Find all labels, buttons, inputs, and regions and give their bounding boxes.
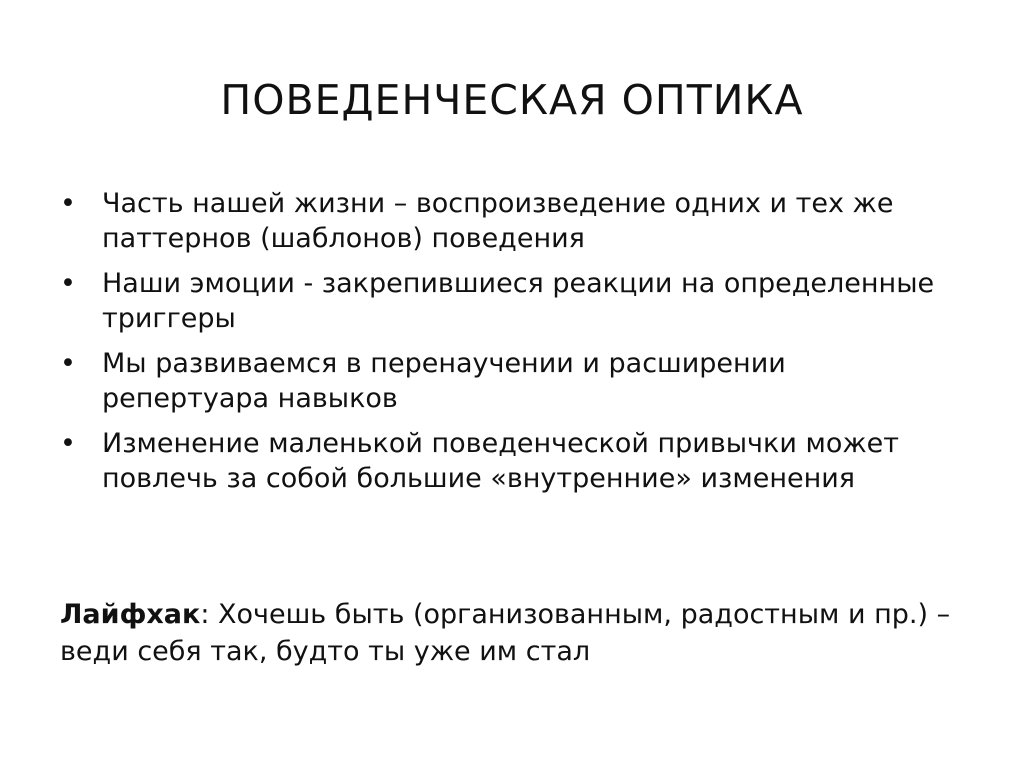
bullet-text: Мы развиваемся в перенаучении и расширении репертуара навыков xyxy=(102,348,786,414)
bullet-text: Наши эмоции - закрепившиеся реакции на определенные триггеры xyxy=(102,268,935,334)
list-item xyxy=(60,266,960,336)
bullet-text: Изменение маленькой поведенческой привычки может повлечь за собой большие «внутренние» изменения xyxy=(102,428,900,494)
lifehack-text: : Хочешь быть (организованным, радостным и пр.) – веди себя так, будто ты уже им стал xyxy=(60,599,951,667)
bullet-icon: • xyxy=(60,428,76,459)
slide-title: ПОВЕДЕНЧЕСКАЯ ОПТИКА xyxy=(220,76,804,124)
bullet-icon: • xyxy=(60,188,76,219)
bullet-text: Часть нашей жизни – воспроизведение одних и тех же паттернов (шаблонов) поведения xyxy=(102,188,894,254)
bullet-icon: • xyxy=(60,268,76,299)
lifehack-label: Лайфхак xyxy=(60,599,201,630)
lifehack-paragraph xyxy=(60,596,980,670)
list-item xyxy=(60,186,960,256)
list-item xyxy=(60,346,960,416)
list-item xyxy=(60,426,960,496)
bullet-icon: • xyxy=(60,348,76,379)
bullet-list xyxy=(60,186,960,506)
